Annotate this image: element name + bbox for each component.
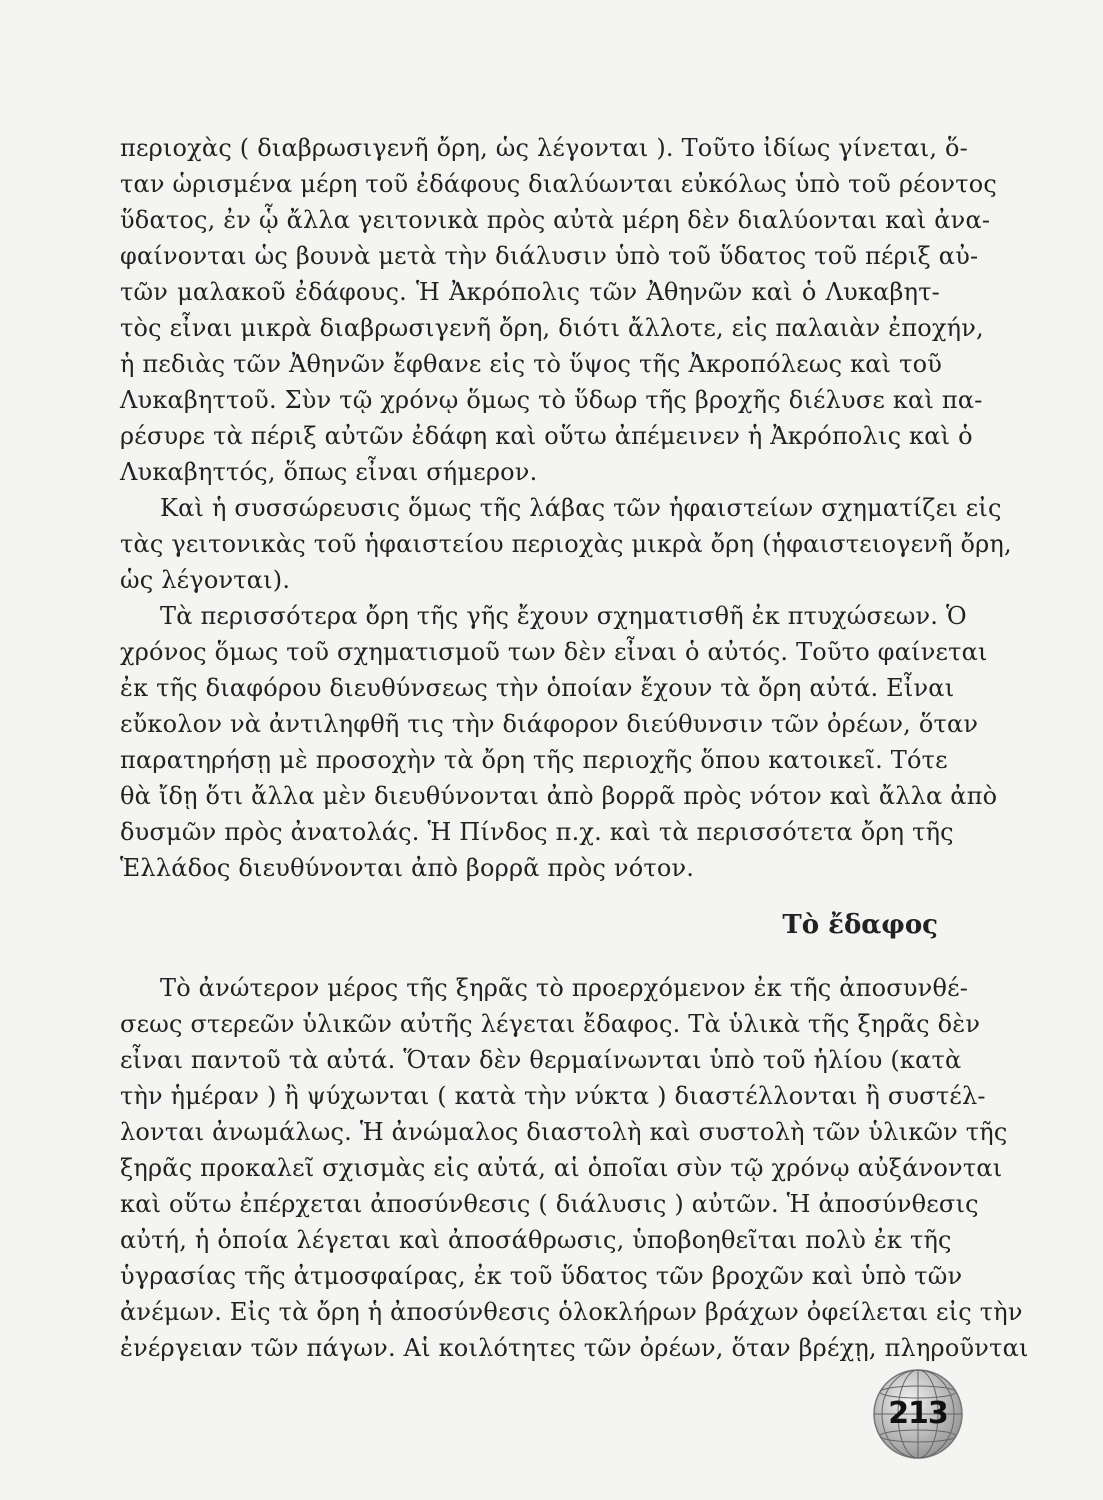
text-line: σεως στερεῶν ὑλικῶν αὐτῆς λέγεται ἔδαφος. Τὰ ὑλικὰ τῆς ξηρᾶς δὲν bbox=[120, 1010, 981, 1038]
text-line: Τὸ ἀνώτερον μέρος τῆς ξηρᾶς τὸ προερχόμενον ἐκ τῆς ἀποσυνθέ- bbox=[160, 974, 969, 1002]
text-line: ὕδατος, ἐν ᾧ ἄλλα γειτονικὰ πρὸς αὐτὰ μέρη δὲν διαλύονται καὶ ἀνα- bbox=[120, 206, 991, 234]
page-number: 213 bbox=[888, 1396, 948, 1431]
text-line: φαίνονται ὡς βουνὰ μετὰ τὴν διάλυσιν ὑπὸ τοῦ ὕδατος τοῦ πέριξ αὐ- bbox=[120, 242, 979, 270]
text-line: ξηρᾶς προκαλεῖ σχισμὰς εἰς αὐτά, αἱ ὁποῖαι σὺν τῷ χρόνῳ αὐξάνονται bbox=[120, 1154, 1003, 1182]
text-line: αὐτή, ἡ ὁποία λέγεται καὶ ἀποσάθρωσις, ὑποβοηθεῖται πολὺ ἐκ τῆς bbox=[120, 1226, 952, 1254]
text-line: θὰ ἴδῃ ὅτι ἄλλα μὲν διευθύνονται ἀπὸ βορρᾶ πρὸς νότον καὶ ἄλλα ἀπὸ bbox=[120, 782, 998, 810]
text-line: καὶ οὕτω ἐπέρχεται ἀποσύνθεσις ( διάλυσις ) αὐτῶν. Ἡ ἀποσύνθεσις bbox=[120, 1190, 979, 1218]
text-line: Ἑλλάδος διευθύνονται ἀπὸ βορρᾶ πρὸς νότον. bbox=[120, 854, 695, 882]
text-line: περιοχὰς ( διαβρωσιγενῆ ὄρη, ὡς λέγονται ). Τοῦτο ἰδίως γίνεται, ὅ- bbox=[120, 134, 968, 162]
text-line: τὴν ἡμέραν ) ἢ ψύχωνται ( κατὰ τὴν νύκτα ) διαστέλλονται ἢ συστέλ- bbox=[120, 1082, 986, 1110]
text-line: ἡ πεδιὰς τῶν Ἀθηνῶν ἔφθανε εἰς τὸ ὕψος τῆς Ἀκροπόλεως καὶ τοῦ bbox=[120, 350, 943, 378]
page-number-badge bbox=[872, 1368, 964, 1460]
text-line: δυσμῶν πρὸς ἀνατολάς. Ἡ Πίνδος π.χ. καὶ τὰ περισσότετα ὄρη τῆς bbox=[120, 818, 954, 846]
text-line: Τὰ περισσότερα ὄρη τῆς γῆς ἔχουν σχηματισθῆ ἐκ πτυχώσεων. Ὁ bbox=[160, 602, 967, 630]
text-line: τὸς εἶναι μικρὰ διαβρωσιγενῆ ὄρη, διότι ἄλλοτε, εἰς παλαιὰν ἐποχήν, bbox=[120, 314, 984, 342]
text-line: ρέσυρε τὰ πέριξ αὐτῶν ἐδάφη καὶ οὕτω ἀπέμεινεν ἡ Ἀκρόπολις καὶ ὁ bbox=[120, 422, 973, 450]
text-line: ἐνέργειαν τῶν πάγων. Αἱ κοιλότητες τῶν ὀρέων, ὅταν βρέχῃ, πληροῦνται bbox=[120, 1334, 1029, 1362]
text-line: ταν ὡρισμένα μέρη τοῦ ἐδάφους διαλύωνται εὐκόλως ὑπὸ τοῦ ρέοντος bbox=[120, 170, 997, 198]
text-line: λονται ἀνωμάλως. Ἡ ἀνώμαλος διαστολὴ καὶ συστολὴ τῶν ὑλικῶν τῆς bbox=[120, 1118, 1008, 1146]
text-line: παρατηρήσῃ μὲ προσοχὴν τὰ ὄρη τῆς περιοχῆς ὅπου κατοικεῖ. Τότε bbox=[120, 746, 948, 774]
text-line: εὔκολον νὰ ἀντιληφθῆ τις τὴν διάφορον διεύθυνσιν τῶν ὀρέων, ὅταν bbox=[120, 710, 979, 738]
text-line: τὰς γειτονικὰς τοῦ ἡφαιστείου περιοχὰς μικρὰ ὄρη (ἡφαιστειογενῆ ὄρη, bbox=[120, 530, 1012, 558]
text-line: τῶν μαλακοῦ ἐδάφους. Ἡ Ἀκρόπολις τῶν Ἀθηνῶν καὶ ὁ Λυκαβητ- bbox=[120, 278, 940, 306]
text-line: Καὶ ἡ συσσώρευσις ὅμως τῆς λάβας τῶν ἡφαιστείων σχηματίζει εἰς bbox=[160, 494, 1002, 522]
text-line: εἶναι παντοῦ τὰ αὐτά. Ὅταν δὲν θερμαίνωνται ὑπὸ τοῦ ἡλίου (κατὰ bbox=[120, 1046, 962, 1074]
section-heading: Τὸ ἔδαφος bbox=[782, 910, 938, 940]
text-line: ὡς λέγονται). bbox=[120, 566, 291, 594]
text-line: ὑγρασίας τῆς ἀτμοσφαίρας, ἐκ τοῦ ὕδατος τῶν βροχῶν καὶ ὑπὸ τῶν bbox=[120, 1262, 963, 1290]
text-line: Λυκαβηττός, ὅπως εἶναι σήμερον. bbox=[120, 458, 538, 486]
text-line: Λυκαβηττοῦ. Σὺν τῷ χρόνῳ ὅμως τὸ ὕδωρ τῆς βροχῆς διέλυσε καὶ πα- bbox=[120, 386, 983, 414]
text-line: χρόνος ὅμως τοῦ σχηματισμοῦ των δὲν εἶναι ὁ αὐτός. Τοῦτο φαίνεται bbox=[120, 638, 988, 666]
text-line: ἐκ τῆς διαφόρου διευθύνσεως τὴν ὁποίαν ἔχουν τὰ ὄρη αὐτά. Εἶναι bbox=[120, 674, 955, 702]
text-line: ἀνέμων. Εἰς τὰ ὄρη ἡ ἀποσύνθεσις ὁλοκλήρων βράχων ὀφείλεται εἰς τὴν bbox=[120, 1298, 1023, 1326]
